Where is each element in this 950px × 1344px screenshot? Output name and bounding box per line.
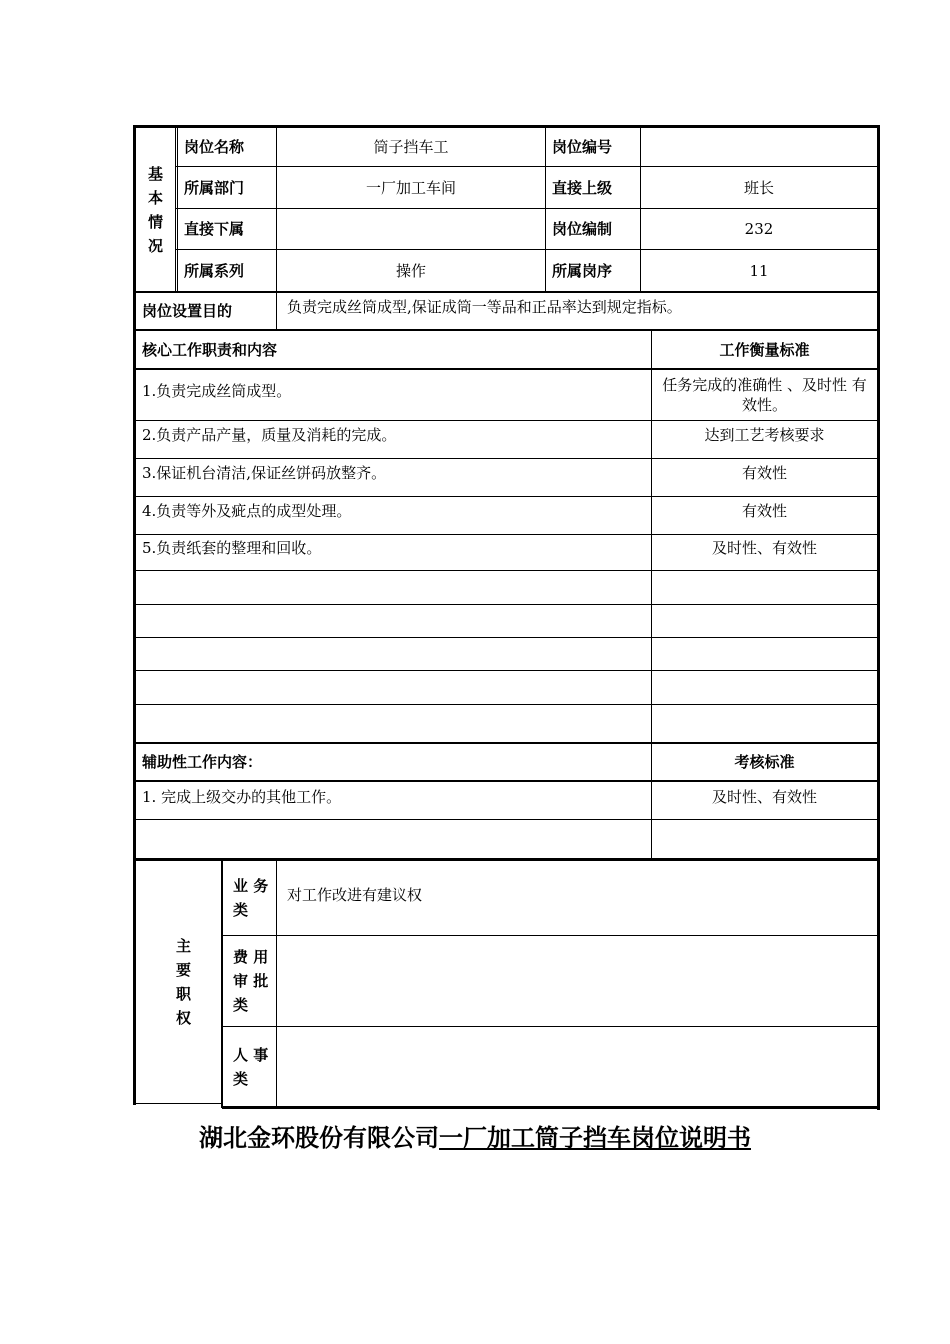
document-title-position: 一厂加工筒子挡车岗位说明书	[439, 1124, 751, 1152]
direct-superior-value: 班长	[743, 178, 774, 197]
table-row: 5.负责纸套的整理和回收。	[142, 539, 322, 557]
table-row-standard: 有效性	[741, 502, 787, 520]
direct-subordinate-value	[277, 209, 545, 249]
personnel-authority-label: 人 事 类	[233, 1045, 269, 1088]
core-duties-header: 核心工作职责和内容	[142, 340, 278, 359]
table-row: 3.保证机台清洁,保证丝饼码放整齐。	[142, 464, 387, 482]
department-label: 所属部门	[184, 178, 245, 197]
series-value: 操作	[395, 261, 426, 280]
sequence-label: 所属岗序	[552, 261, 613, 280]
table-row: 2.负责产品产量，质量及消耗的完成。	[142, 426, 397, 444]
position-name-label: 岗位名称	[184, 138, 245, 156]
purpose-label: 岗位设置目的	[142, 302, 233, 320]
table-row-standard: 及时性、有效性	[711, 787, 817, 806]
business-authority-label: 业 务 类	[233, 877, 269, 919]
direct-subordinate-label: 直接下属	[184, 220, 245, 238]
position-code-label: 岗位编号	[552, 138, 613, 156]
document-title	[0, 1118, 950, 1153]
table-row: 1. 完成上级交办的其他工作。	[142, 787, 342, 806]
expense-authority-label: 费 用 审 批 类	[233, 948, 269, 1014]
personnel-authority-value	[277, 1027, 877, 1106]
department-value: 一厂加工车间	[365, 178, 456, 197]
table-row-standard: 任务完成的准确性 、及时性 有效性。	[662, 376, 867, 414]
core-standard-header: 工作衡量标准	[719, 340, 810, 359]
headcount-value: 232	[744, 220, 774, 238]
basic-info-section-label: 基 本 情 况	[147, 165, 163, 255]
headcount-label: 岗位编制	[552, 220, 613, 238]
auxiliary-standard-header: 考核标准	[734, 753, 795, 771]
document-title-company: 湖北金环股份有限公司	[199, 1124, 439, 1152]
table-row: 4.负责等外及疵点的成型处理。	[142, 502, 352, 520]
auxiliary-header: 辅助性工作内容：	[142, 753, 263, 771]
expense-authority-value	[277, 936, 877, 1026]
table-row-standard: 达到工艺考核要求	[704, 426, 825, 444]
business-authority-value: 对工作改进有建议权	[287, 886, 423, 904]
direct-superior-label: 直接上级	[552, 178, 613, 197]
authority-section-label: 主 要 职 权	[175, 937, 191, 1027]
series-label: 所属系列	[184, 261, 245, 280]
table-row-standard: 有效性	[741, 464, 787, 482]
position-name-value: 筒子挡车工	[373, 138, 449, 156]
table-row-standard: 及时性、有效性	[711, 539, 817, 557]
position-code-value	[641, 128, 877, 166]
table-row: 1.负责完成丝筒成型。	[142, 382, 292, 400]
purpose-value: 负责完成丝筒成型,保证成筒一等品和正品率达到规定指标。	[287, 298, 682, 316]
sequence-value: 11	[749, 261, 769, 280]
